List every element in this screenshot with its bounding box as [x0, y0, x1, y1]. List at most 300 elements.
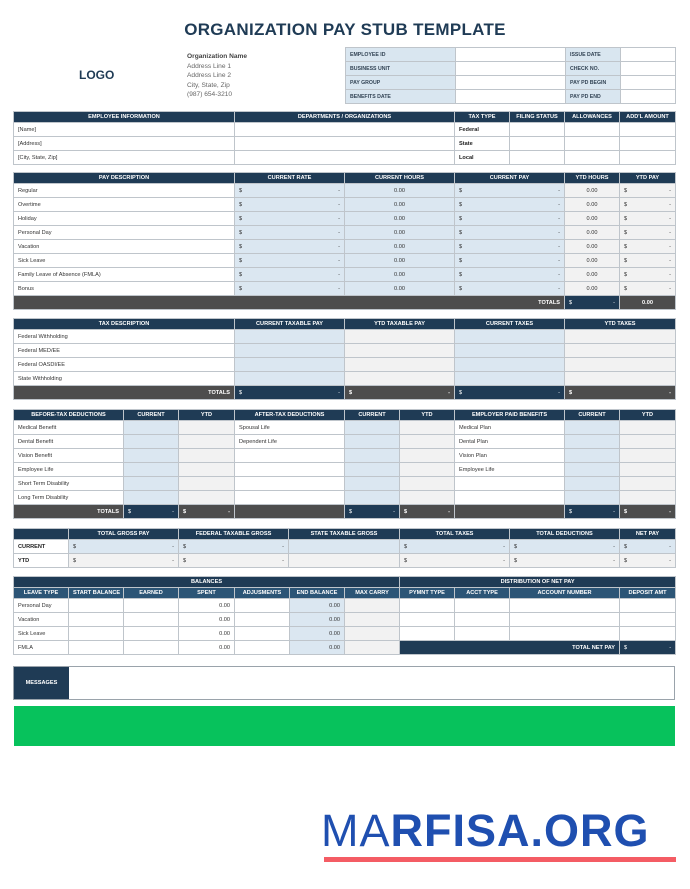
- current-hours-cell[interactable]: 0.00: [345, 254, 455, 268]
- employer-ytd[interactable]: [620, 463, 676, 477]
- total-deductions-ytd: $ -: [510, 554, 620, 568]
- header-filing-status: FILING STATUS: [510, 112, 565, 123]
- table-row: [14, 358, 676, 372]
- ytd-hours-cell[interactable]: 0.00: [565, 240, 620, 254]
- pay-table: [13, 172, 676, 310]
- before-tax-item: Medical Benefit: [14, 421, 124, 435]
- after-tax-item: Dependent Life: [235, 435, 345, 449]
- org-address2: Address Line 2: [187, 72, 231, 80]
- header-ytd-hours: YTD HOURS: [565, 173, 620, 184]
- current-taxable-pay-cell[interactable]: [235, 372, 345, 386]
- total-ytd-taxes: $ -: [565, 386, 676, 400]
- current-rate-cell[interactable]: $ -: [235, 282, 345, 296]
- filing-status-cell[interactable]: [510, 123, 565, 137]
- max-carry-cell[interactable]: [345, 599, 400, 613]
- pay-pd-begin-field[interactable]: [621, 76, 676, 90]
- table-row: [14, 449, 676, 463]
- balances-title: BALANCES: [14, 577, 400, 588]
- tax-description: Federal Withholding: [14, 330, 235, 344]
- org-name: Organization Name: [187, 53, 248, 60]
- org-city: City, State, Zip: [187, 81, 230, 89]
- before-tax-ytd[interactable]: [179, 421, 235, 435]
- current-pay-cell: $ -: [455, 226, 565, 240]
- total-after-tax-ytd: $ -: [400, 505, 455, 519]
- table-row: [14, 491, 676, 505]
- employer-ytd[interactable]: [620, 421, 676, 435]
- start-balance-cell[interactable]: [69, 641, 124, 655]
- employee-id-label: EMPLOYEE ID: [346, 48, 456, 62]
- ytd-hours-cell[interactable]: 0.00: [565, 184, 620, 198]
- max-carry-cell[interactable]: [345, 627, 400, 641]
- benefits-date-label: BENEFITS DATE: [346, 90, 456, 104]
- end-balance-cell: 0.00: [290, 641, 345, 655]
- watermark-underline: [324, 857, 676, 862]
- header-current: CURRENT: [345, 410, 400, 421]
- current-pay-cell: $ -: [455, 268, 565, 282]
- after-tax-current[interactable]: [345, 477, 400, 491]
- benefits-date-field[interactable]: [456, 90, 566, 104]
- tax-table: [13, 318, 676, 400]
- employer-paid-item: Dental Plan: [455, 435, 565, 449]
- header-federal-taxable-gross: FEDERAL TAXABLE GROSS: [179, 529, 289, 540]
- current-hours-cell[interactable]: 0.00: [345, 282, 455, 296]
- messages-label: MESSAGES: [14, 667, 69, 699]
- pay-group-field[interactable]: [456, 76, 566, 90]
- pay-pd-begin-label: PAY PD BEGIN: [566, 76, 621, 90]
- start-balance-cell[interactable]: [69, 613, 124, 627]
- header-start-balance: START BALANCE: [69, 588, 124, 599]
- ytd-taxable-pay-cell[interactable]: [345, 358, 455, 372]
- before-tax-current[interactable]: [124, 449, 179, 463]
- filing-status-cell[interactable]: [510, 137, 565, 151]
- current-taxes-cell[interactable]: [455, 330, 565, 344]
- employer-current[interactable]: [565, 449, 620, 463]
- header-addl-amount: ADD'L AMOUNT: [620, 112, 676, 123]
- before-tax-item: Short Term Disability: [14, 477, 124, 491]
- total-before-tax-ytd: $ -: [179, 505, 235, 519]
- header-end-balance: END BALANCE: [290, 588, 345, 599]
- table-row: [14, 627, 676, 641]
- employee-info-table: [13, 111, 676, 165]
- current-rate-cell[interactable]: $ -: [235, 240, 345, 254]
- adjustments-cell[interactable]: [235, 641, 290, 655]
- acct-type-cell[interactable]: [455, 613, 510, 627]
- before-tax-ytd[interactable]: [179, 477, 235, 491]
- before-tax-item: Employee Life: [14, 463, 124, 477]
- allowances-cell[interactable]: [565, 123, 620, 137]
- earned-cell[interactable]: [124, 627, 179, 641]
- deposit-amt-cell[interactable]: [620, 599, 676, 613]
- current-taxes-cell[interactable]: [455, 372, 565, 386]
- acct-type-cell[interactable]: [455, 627, 510, 641]
- after-tax-item: [235, 477, 345, 491]
- employer-paid-item: [455, 477, 565, 491]
- ytd-taxes-cell[interactable]: [565, 330, 676, 344]
- current-taxable-pay-cell[interactable]: [235, 330, 345, 344]
- pay-description: Overtime: [14, 198, 235, 212]
- max-carry-cell[interactable]: [345, 613, 400, 627]
- messages-box[interactable]: [13, 666, 675, 700]
- summary-row-current: [14, 540, 676, 554]
- employer-current[interactable]: [565, 477, 620, 491]
- header-total-deductions: TOTAL DEDUCTIONS: [510, 529, 620, 540]
- adjustments-cell[interactable]: [235, 627, 290, 641]
- header-tax-description: TAX DESCRIPTION: [14, 319, 235, 330]
- current-pay-cell: $ -: [455, 254, 565, 268]
- ytd-pay-cell: $ -: [620, 226, 676, 240]
- header-before-tax: BEFORE-TAX DEDUCTIONS: [14, 410, 124, 421]
- account-number-cell[interactable]: [510, 599, 620, 613]
- spent-cell[interactable]: 0.00: [179, 627, 235, 641]
- employer-paid-item: Vision Plan: [455, 449, 565, 463]
- before-tax-ytd[interactable]: [179, 491, 235, 505]
- header-current-taxes: CURRENT TAXES: [455, 319, 565, 330]
- current-pay-cell: $ -: [455, 198, 565, 212]
- pay-group-label: PAY GROUP: [346, 76, 456, 90]
- table-row: [14, 254, 676, 268]
- total-after-tax-current: $ -: [345, 505, 400, 519]
- check-no-field[interactable]: [621, 62, 676, 76]
- current-taxes-cell[interactable]: [455, 358, 565, 372]
- table-row: [14, 477, 676, 491]
- ytd-pay-cell: $ -: [620, 184, 676, 198]
- current-hours-cell[interactable]: 0.00: [345, 268, 455, 282]
- ytd-taxes-cell[interactable]: [565, 358, 676, 372]
- header-max-carry: MAX CARRY: [345, 588, 400, 599]
- total-ytd-taxable-pay: $ -: [345, 386, 455, 400]
- after-tax-ytd[interactable]: [400, 435, 455, 449]
- spent-cell[interactable]: 0.00: [179, 613, 235, 627]
- pymnt-type-cell[interactable]: [400, 627, 455, 641]
- before-tax-item: Long Term Disability: [14, 491, 124, 505]
- pymnt-type-cell[interactable]: [400, 599, 455, 613]
- before-tax-ytd[interactable]: [179, 435, 235, 449]
- total-employer-ytd: $ -: [620, 505, 676, 519]
- tax-description: Federal OASDI/EE: [14, 358, 235, 372]
- current-hours-cell[interactable]: 0.00: [345, 198, 455, 212]
- header-allowances: ALLOWANCES: [565, 112, 620, 123]
- tax-type-local: Local: [455, 151, 510, 165]
- green-banner: [14, 706, 675, 746]
- after-tax-item: [235, 449, 345, 463]
- pay-pd-end-field[interactable]: [621, 90, 676, 104]
- tax-description: State Withholding: [14, 372, 235, 386]
- pay-description: Personal Day: [14, 226, 235, 240]
- header-ytd-taxable-pay: YTD TAXABLE PAY: [345, 319, 455, 330]
- header-spent: SPENT: [179, 588, 235, 599]
- ytd-hours-cell[interactable]: 0.00: [565, 254, 620, 268]
- after-tax-current[interactable]: [345, 491, 400, 505]
- current-pay-cell: $ -: [455, 184, 565, 198]
- table-row: [14, 435, 676, 449]
- employer-ytd[interactable]: [620, 435, 676, 449]
- business-unit-field[interactable]: [456, 62, 566, 76]
- table-row: [14, 641, 676, 655]
- header-pay-description: PAY DESCRIPTION: [14, 173, 235, 184]
- after-tax-ytd[interactable]: [400, 491, 455, 505]
- header-current-hours: CURRENT HOURS: [345, 173, 455, 184]
- earned-cell[interactable]: [124, 613, 179, 627]
- after-tax-item: Spousal Life: [235, 421, 345, 435]
- after-tax-current[interactable]: [345, 449, 400, 463]
- tax-type-state: State: [455, 137, 510, 151]
- org-address1: Address Line 1: [187, 62, 231, 70]
- allowances-cell[interactable]: [565, 137, 620, 151]
- current-rate-cell[interactable]: $ -: [235, 198, 345, 212]
- header-acct-type: ACCT TYPE: [455, 588, 510, 599]
- total-current-taxes: $ -: [455, 386, 565, 400]
- filing-status-cell[interactable]: [510, 151, 565, 165]
- ytd-pay-cell: $ -: [620, 282, 676, 296]
- table-row: [14, 463, 676, 477]
- before-tax-ytd[interactable]: [179, 463, 235, 477]
- tax-totals-label: TOTALS: [14, 386, 235, 400]
- total-before-tax-current: $ -: [124, 505, 179, 519]
- employee-city-field[interactable]: [City, State, Zip]: [14, 151, 235, 165]
- employer-ytd[interactable]: [620, 477, 676, 491]
- leave-type: Personal Day: [14, 599, 69, 613]
- total-net-pay-label: TOTAL NET PAY: [400, 641, 620, 655]
- employer-paid-item: Employee Life: [455, 463, 565, 477]
- table-row: [14, 613, 676, 627]
- federal-taxable-ytd: $ -: [179, 554, 289, 568]
- after-tax-ytd[interactable]: [400, 477, 455, 491]
- ytd-taxes-cell[interactable]: [565, 372, 676, 386]
- after-tax-item: [235, 491, 345, 505]
- header-tax-type: TAX TYPE: [455, 112, 510, 123]
- row-label-current: CURRENT: [14, 540, 69, 554]
- table-row: [14, 268, 676, 282]
- ytd-pay-cell: $ -: [620, 268, 676, 282]
- table-row: [14, 212, 676, 226]
- department-field[interactable]: [235, 123, 455, 137]
- org-phone: (987) 654-3210: [187, 91, 233, 99]
- employer-current[interactable]: [565, 491, 620, 505]
- adjustments-cell[interactable]: [235, 613, 290, 627]
- employer-ytd[interactable]: [620, 449, 676, 463]
- current-taxable-pay-cell[interactable]: [235, 358, 345, 372]
- total-taxes-ytd: $ -: [400, 554, 510, 568]
- state-taxable-current[interactable]: [289, 540, 400, 554]
- table-row: [14, 198, 676, 212]
- current-rate-cell[interactable]: $ -: [235, 212, 345, 226]
- after-tax-current[interactable]: [345, 463, 400, 477]
- employer-ytd[interactable]: [620, 491, 676, 505]
- header-blank: [14, 529, 69, 540]
- ytd-taxable-pay-cell[interactable]: [345, 372, 455, 386]
- header-ytd-taxes: YTD TAXES: [565, 319, 676, 330]
- employer-paid-item: [455, 491, 565, 505]
- summary-row-ytd: [14, 554, 676, 568]
- after-tax-ytd[interactable]: [400, 463, 455, 477]
- tax-description: Federal MED/EE: [14, 344, 235, 358]
- earned-cell[interactable]: [124, 599, 179, 613]
- ytd-pay-cell: $ -: [620, 212, 676, 226]
- header-deposit-amt: DEPOSIT AMT: [620, 588, 676, 599]
- pay-description: Family Leave of Absence (FMLA): [14, 268, 235, 282]
- ytd-taxes-cell[interactable]: [565, 344, 676, 358]
- addl-amount-cell[interactable]: [620, 123, 676, 137]
- spent-cell[interactable]: 0.00: [179, 641, 235, 655]
- pay-description: Regular: [14, 184, 235, 198]
- issue-date-field[interactable]: [621, 48, 676, 62]
- before-tax-current[interactable]: [124, 491, 179, 505]
- header-total-gross-pay: TOTAL GROSS PAY: [69, 529, 179, 540]
- after-tax-current[interactable]: [345, 435, 400, 449]
- department-field[interactable]: [235, 137, 455, 151]
- pay-description: Vacation: [14, 240, 235, 254]
- current-pay-cell: $ -: [455, 240, 565, 254]
- addl-amount-cell[interactable]: [620, 137, 676, 151]
- header-total-taxes: TOTAL TAXES: [400, 529, 510, 540]
- header-departments: DEPARTMENTS / ORGANIZATIONS: [235, 112, 455, 123]
- organization-block: [187, 52, 247, 100]
- current-taxes-cell[interactable]: [455, 344, 565, 358]
- total-current-pay: $ -: [565, 296, 620, 310]
- current-taxable-pay-cell[interactable]: [235, 344, 345, 358]
- ytd-hours-cell[interactable]: 0.00: [565, 226, 620, 240]
- before-tax-item: Vision Benefit: [14, 449, 124, 463]
- account-number-cell[interactable]: [510, 613, 620, 627]
- gross-pay-ytd: $ -: [69, 554, 179, 568]
- summary-table: [13, 528, 676, 568]
- balances-distribution-table: [13, 576, 676, 655]
- header-current-rate: CURRENT RATE: [235, 173, 345, 184]
- header-employee-info: EMPLOYEE INFORMATION: [14, 112, 235, 123]
- deductions-table: [13, 409, 676, 519]
- state-taxable-ytd[interactable]: [289, 554, 400, 568]
- leave-type: FMLA: [14, 641, 69, 655]
- start-balance-cell[interactable]: [69, 627, 124, 641]
- end-balance-cell: 0.00: [290, 627, 345, 641]
- adjustments-cell[interactable]: [235, 599, 290, 613]
- deposit-amt-cell[interactable]: [620, 613, 676, 627]
- info-fields-table: [345, 47, 676, 104]
- table-row: [14, 421, 676, 435]
- end-balance-cell: 0.00: [290, 599, 345, 613]
- current-hours-cell[interactable]: 0.00: [345, 240, 455, 254]
- current-hours-cell[interactable]: 0.00: [345, 212, 455, 226]
- leave-type: Vacation: [14, 613, 69, 627]
- addl-amount-cell[interactable]: [620, 151, 676, 165]
- tax-type-federal: Federal: [455, 123, 510, 137]
- leave-type: Sick Leave: [14, 627, 69, 641]
- employer-current[interactable]: [565, 463, 620, 477]
- ytd-hours-cell[interactable]: 0.00: [565, 198, 620, 212]
- max-carry-cell[interactable]: [345, 641, 400, 655]
- ytd-pay-cell: $ -: [620, 198, 676, 212]
- before-tax-ytd[interactable]: [179, 449, 235, 463]
- table-row: [14, 226, 676, 240]
- page-title: ORGANIZATION PAY STUB TEMPLATE: [184, 20, 506, 39]
- employer-current[interactable]: [565, 421, 620, 435]
- row-label-ytd: YTD: [14, 554, 69, 568]
- after-tax-current[interactable]: [345, 421, 400, 435]
- pymnt-type-cell[interactable]: [400, 613, 455, 627]
- department-field[interactable]: [235, 151, 455, 165]
- ytd-hours-cell[interactable]: 0.00: [565, 268, 620, 282]
- current-hours-cell[interactable]: 0.00: [345, 184, 455, 198]
- header-leave-type: LEAVE TYPE: [14, 588, 69, 599]
- before-tax-current[interactable]: [124, 477, 179, 491]
- distribution-title: DISTRIBUTION OF NET PAY: [400, 577, 676, 588]
- ytd-hours-cell[interactable]: 0.00: [565, 282, 620, 296]
- start-balance-cell[interactable]: [69, 599, 124, 613]
- total-ytd-hours: 0.00: [620, 296, 676, 310]
- employee-address-field[interactable]: [Address]: [14, 137, 235, 151]
- pay-description: Bonus: [14, 282, 235, 296]
- ytd-taxable-pay-cell[interactable]: [345, 330, 455, 344]
- net-pay-current: $ -: [620, 540, 676, 554]
- total-net-pay-value: $ -: [620, 641, 676, 655]
- deductions-totals-label: TOTALS: [14, 505, 124, 519]
- header-employer-paid: EMPLOYER PAID BENEFITS: [455, 410, 565, 421]
- totals-spacer: [455, 505, 565, 519]
- pay-totals-label: TOTALS: [455, 296, 565, 310]
- table-row: [14, 372, 676, 386]
- check-no-label: CHECK NO.: [566, 62, 621, 76]
- after-tax-ytd[interactable]: [400, 421, 455, 435]
- ytd-pay-cell: $ -: [620, 240, 676, 254]
- deposit-amt-cell[interactable]: [620, 627, 676, 641]
- business-unit-label: BUSINESS UNIT: [346, 62, 456, 76]
- earned-cell[interactable]: [124, 641, 179, 655]
- before-tax-current[interactable]: [124, 421, 179, 435]
- gross-pay-current: $ -: [69, 540, 179, 554]
- current-rate-cell[interactable]: $ -: [235, 184, 345, 198]
- end-balance-cell: 0.00: [290, 613, 345, 627]
- before-tax-current[interactable]: [124, 463, 179, 477]
- current-rate-cell[interactable]: $ -: [235, 226, 345, 240]
- ytd-taxable-pay-cell[interactable]: [345, 344, 455, 358]
- current-rate-cell[interactable]: $ -: [235, 254, 345, 268]
- net-pay-ytd: $ -: [620, 554, 676, 568]
- ytd-hours-cell[interactable]: 0.00: [565, 212, 620, 226]
- before-tax-current[interactable]: [124, 435, 179, 449]
- acct-type-cell[interactable]: [455, 599, 510, 613]
- header-current: CURRENT: [124, 410, 179, 421]
- header-current-pay: CURRENT PAY: [455, 173, 565, 184]
- total-taxes-current: $ -: [400, 540, 510, 554]
- after-tax-item: [235, 463, 345, 477]
- employee-id-field[interactable]: [456, 48, 566, 62]
- table-row: [14, 344, 676, 358]
- current-hours-cell[interactable]: 0.00: [345, 226, 455, 240]
- current-rate-cell[interactable]: $ -: [235, 268, 345, 282]
- total-current-taxable-pay: $ -: [235, 386, 345, 400]
- account-number-cell[interactable]: [510, 627, 620, 641]
- total-deductions-current: $ -: [510, 540, 620, 554]
- after-tax-ytd[interactable]: [400, 449, 455, 463]
- issue-date-label: ISSUE DATE: [566, 48, 621, 62]
- table-row: [14, 184, 676, 198]
- total-employer-current: $ -: [565, 505, 620, 519]
- pay-description: Holiday: [14, 212, 235, 226]
- watermark-logo: MARFISA.ORG: [321, 805, 650, 856]
- logo-placeholder: LOGO: [79, 68, 115, 82]
- spent-cell[interactable]: 0.00: [179, 599, 235, 613]
- header-current-taxable-pay: CURRENT TAXABLE PAY: [235, 319, 345, 330]
- employer-current[interactable]: [565, 435, 620, 449]
- federal-taxable-current: $ -: [179, 540, 289, 554]
- current-pay-cell: $ -: [455, 212, 565, 226]
- header-after-tax: AFTER-TAX DEDUCTIONS: [235, 410, 345, 421]
- employee-name-field[interactable]: [Name]: [14, 123, 235, 137]
- header-adjustments: ADJUSMENTS: [235, 588, 290, 599]
- current-pay-cell: $ -: [455, 282, 565, 296]
- ytd-pay-cell: $ -: [620, 254, 676, 268]
- allowances-cell[interactable]: [565, 151, 620, 165]
